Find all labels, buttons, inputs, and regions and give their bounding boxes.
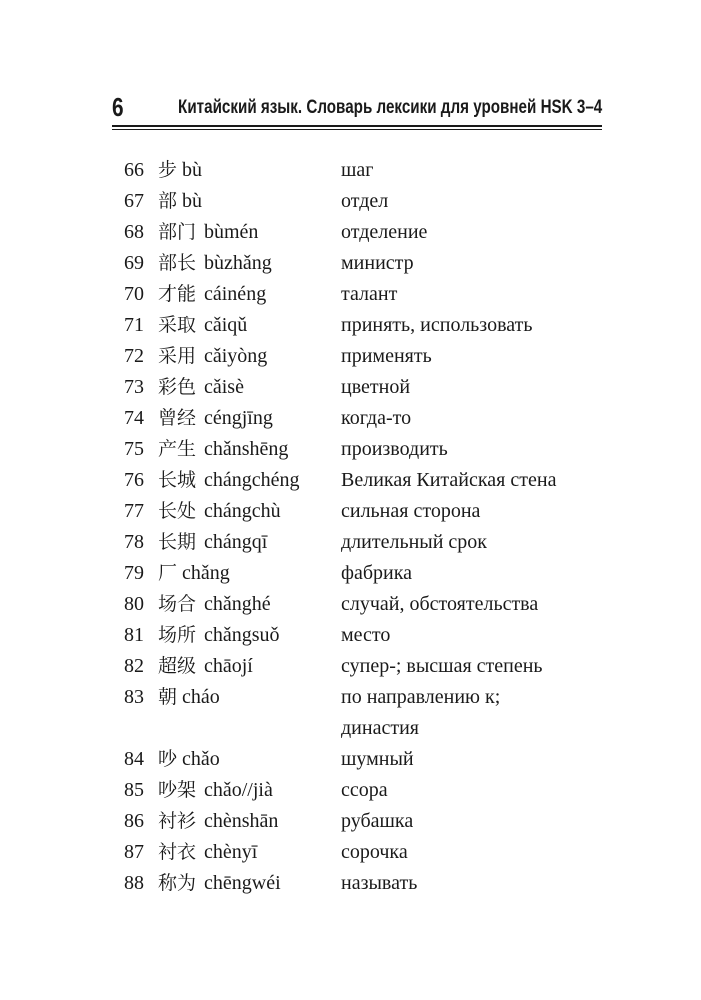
entry-pinyin: cǎiyòng	[204, 345, 268, 367]
entry-pinyin: chǎng	[182, 562, 230, 584]
entry-hanzi: 产生	[158, 438, 197, 460]
entry-pinyin: chènshān	[204, 810, 279, 832]
entry-number: 81	[124, 624, 144, 646]
vocab-entry-81	[124, 620, 604, 651]
entry-number: 67	[124, 190, 144, 212]
entry-number: 87	[124, 841, 144, 863]
page-number: 6	[112, 92, 124, 122]
entry-translation: шумный	[341, 748, 414, 770]
entry-translation: Великая Китайская стена	[341, 469, 557, 491]
entry-hanzi: 长期	[158, 531, 197, 553]
entry-hanzi: 部门	[158, 221, 197, 243]
entry-hanzi: 超级	[158, 655, 197, 677]
entry-number: 74	[124, 407, 144, 429]
entry-number: 72	[124, 345, 144, 367]
entry-pinyin: cǎiqǔ	[204, 314, 248, 336]
entry-pinyin: chǎnshēng	[204, 438, 289, 460]
entry-translation-continued: династия	[341, 717, 419, 739]
entry-pinyin: chēngwéi	[204, 872, 281, 894]
entry-hanzi: 曾经	[158, 407, 197, 429]
vocab-entry-69	[124, 248, 604, 279]
entry-translation: шаг	[341, 159, 374, 181]
vocab-entry-88	[124, 868, 604, 899]
entry-number: 79	[124, 562, 144, 584]
entry-hanzi: 采取	[158, 314, 197, 336]
entry-pinyin: bùzhǎng	[204, 252, 272, 274]
entry-number: 82	[124, 655, 144, 677]
vocab-entry-78	[124, 527, 604, 558]
vocab-entry-76	[124, 465, 604, 496]
running-title: Китайский язык. Словарь лексики для уровней HSK 3–4	[177, 97, 602, 118]
entry-translation: принять, использовать	[341, 314, 533, 336]
entry-pinyin: cǎisè	[204, 376, 244, 398]
entry-number: 70	[124, 283, 144, 305]
vocab-entry-82	[124, 651, 604, 682]
entry-number: 77	[124, 500, 144, 522]
vocab-entry-87	[124, 837, 604, 868]
entry-hanzi: 衬衫	[158, 810, 197, 832]
entry-number: 71	[124, 314, 144, 336]
entry-translation: применять	[341, 345, 432, 367]
vocab-entry-83	[124, 682, 604, 744]
vocab-entry-79	[124, 558, 604, 589]
vocab-entry-70	[124, 279, 604, 310]
entry-pinyin: chángchù	[204, 500, 281, 522]
entry-number: 85	[124, 779, 144, 801]
entry-number: 69	[124, 252, 144, 274]
vocabulary-list	[124, 155, 604, 899]
entry-hanzi: 部长	[158, 252, 197, 274]
entry-hanzi: 采用	[158, 345, 197, 367]
entry-translation: отделение	[341, 221, 428, 243]
entry-pinyin: bù	[182, 190, 202, 212]
entry-translation: ссора	[341, 779, 388, 801]
entry-hanzi: 场合	[158, 593, 197, 615]
entry-hanzi: 吵	[158, 748, 178, 770]
entry-hanzi: 长城	[158, 469, 197, 491]
entry-translation: фабрика	[341, 562, 413, 584]
entry-translation: по направлению к;	[341, 686, 501, 708]
entry-hanzi: 衬衣	[158, 841, 197, 863]
entry-translation: рубашка	[341, 810, 414, 832]
vocab-entry-75	[124, 434, 604, 465]
vocab-entry-72	[124, 341, 604, 372]
entry-hanzi: 场所	[158, 624, 197, 646]
vocab-entry-80	[124, 589, 604, 620]
entry-number: 66	[124, 159, 144, 181]
entry-pinyin: chǎngsuǒ	[204, 624, 280, 646]
entry-translation: цветной	[341, 376, 411, 398]
entry-hanzi: 厂	[158, 562, 178, 584]
entry-pinyin: chǎo//jià	[204, 779, 273, 801]
entry-hanzi: 部	[158, 190, 178, 212]
entry-number: 78	[124, 531, 144, 553]
entry-translation: производить	[341, 438, 448, 460]
entry-pinyin: chǎnghé	[204, 593, 271, 615]
entry-number: 84	[124, 748, 144, 770]
header-rule-thick	[112, 125, 602, 127]
entry-translation: супер-; высшая степень	[341, 655, 543, 677]
entry-number: 80	[124, 593, 144, 615]
entry-hanzi: 才能	[158, 283, 197, 305]
entry-pinyin: chǎo	[182, 748, 220, 770]
entry-hanzi: 朝	[158, 686, 178, 708]
entry-hanzi: 步	[158, 159, 178, 181]
entry-translation: отдел	[341, 190, 389, 212]
entry-hanzi: 长处	[158, 500, 197, 522]
entry-pinyin: bùmén	[204, 221, 259, 243]
vocab-entry-74	[124, 403, 604, 434]
entry-hanzi: 吵架	[158, 779, 197, 801]
entry-pinyin: céngjīng	[204, 407, 273, 429]
entry-translation: когда-то	[341, 407, 412, 429]
page-header	[112, 92, 602, 122]
vocab-entry-84	[124, 744, 604, 775]
entry-translation: министр	[341, 252, 414, 274]
entry-hanzi: 称为	[158, 872, 197, 894]
entry-pinyin: chènyī	[204, 841, 258, 863]
entry-pinyin: chāojí	[204, 655, 253, 677]
entry-number: 76	[124, 469, 144, 491]
entry-translation: длительный срок	[341, 531, 488, 553]
entry-hanzi: 彩色	[158, 376, 197, 398]
vocab-entry-77	[124, 496, 604, 527]
entry-number: 68	[124, 221, 144, 243]
entry-translation: случай, обстоятельства	[341, 593, 539, 615]
entry-translation: сорочка	[341, 841, 408, 863]
entry-pinyin: bù	[182, 159, 202, 181]
entry-translation: сильная сторона	[341, 500, 481, 522]
entry-pinyin: chángchéng	[204, 469, 300, 491]
entry-number: 73	[124, 376, 144, 398]
entry-pinyin: cháo	[182, 686, 220, 708]
vocab-entry-67	[124, 186, 604, 217]
entry-translation: называть	[341, 872, 418, 894]
vocab-entry-66	[124, 155, 604, 186]
entry-number: 88	[124, 872, 144, 894]
entry-pinyin: chángqī	[204, 531, 268, 553]
vocab-entry-71	[124, 310, 604, 341]
entry-number: 86	[124, 810, 144, 832]
entry-number: 83	[124, 686, 144, 708]
header-rule-thin	[112, 129, 602, 130]
vocab-entry-68	[124, 217, 604, 248]
entry-pinyin: cáinéng	[204, 283, 267, 305]
vocab-entry-73	[124, 372, 604, 403]
entry-number: 75	[124, 438, 144, 460]
entry-translation: место	[341, 624, 391, 646]
entry-translation: талант	[341, 283, 398, 305]
vocab-entry-86	[124, 806, 604, 837]
vocab-entry-85	[124, 775, 604, 806]
